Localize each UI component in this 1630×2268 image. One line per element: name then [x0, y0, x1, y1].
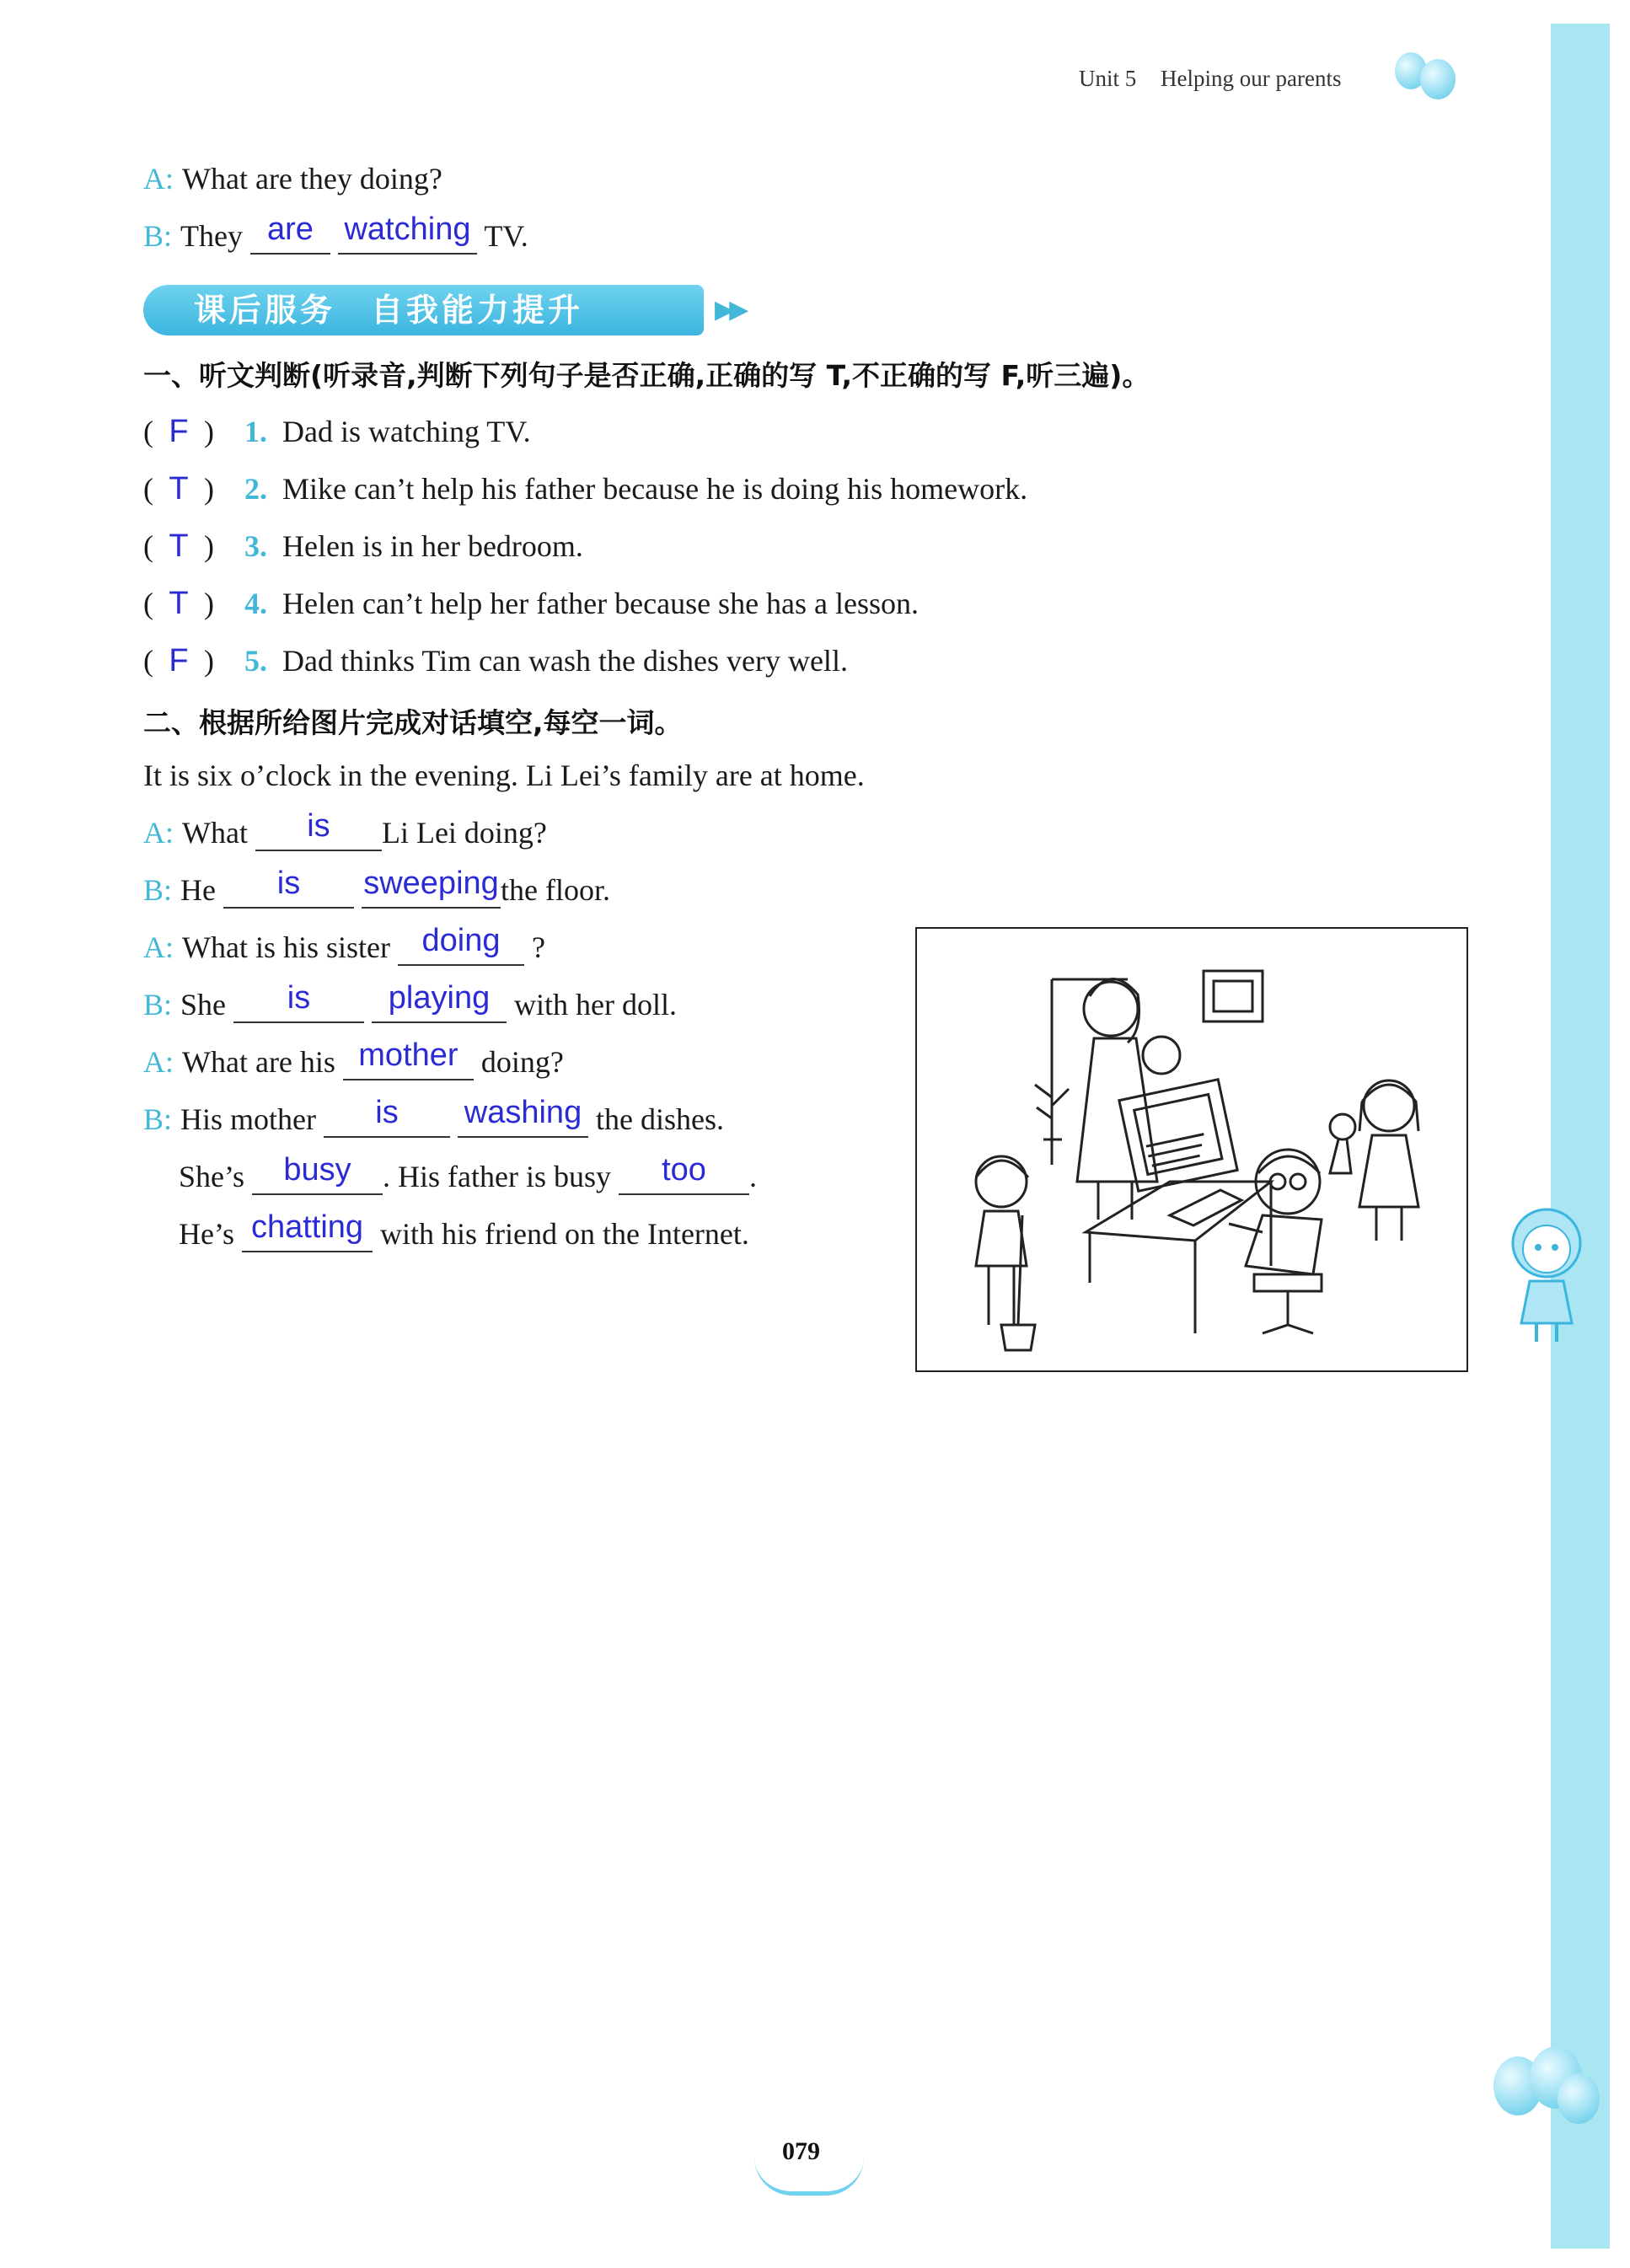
tf-answer[interactable]: T — [169, 528, 189, 564]
answer-blank[interactable]: is — [223, 875, 354, 909]
section-ribbon: 课后服务 自我能力提升 — [143, 285, 704, 335]
unit-title: Helping our parents — [1161, 66, 1342, 91]
page-number: 079 — [782, 2137, 820, 2165]
dialogue-line-7: She’s busy . His father is busy too . — [179, 1152, 757, 1193]
answer-blank[interactable]: busy — [252, 1161, 383, 1195]
answer-blank[interactable]: mother — [343, 1047, 474, 1080]
family-illustration — [915, 927, 1468, 1372]
answer-blank[interactable]: is — [324, 1104, 450, 1138]
family-scene-drawing — [917, 929, 1466, 1370]
answer-blank[interactable]: playing — [372, 989, 507, 1023]
tf-answer[interactable]: F — [169, 414, 189, 449]
intro-line-b: B: They are watching TV. — [143, 212, 528, 253]
answer-blank[interactable]: are — [250, 221, 330, 255]
dialogue-line-2: B: He is sweeping the floor. — [143, 866, 610, 907]
tf-item-2: ( T ) 2. Mike can’t help his father because he is doing his homework. — [143, 471, 1028, 507]
tf-item-5: ( F ) 5. Dad thinks Tim can wash the dishes very well. — [143, 643, 848, 678]
side-decoration-strip — [1551, 24, 1610, 2249]
dialogue-line-1: A: What is Li Lei doing? — [143, 808, 547, 850]
balloon-icon — [1420, 59, 1456, 99]
dialogue-line-8: He’s chatting with his friend on the Internet. — [179, 1209, 749, 1251]
answer-blank[interactable]: is — [255, 818, 382, 851]
dialogue-line-4: B: She is playing with her doll. — [143, 980, 677, 1021]
intro-line-a: A: What are they doing? — [143, 162, 442, 196]
tf-item-1: ( F ) 1. Dad is watching TV. — [143, 414, 531, 449]
tf-answer[interactable]: T — [169, 586, 189, 621]
answer-blank[interactable]: is — [233, 989, 364, 1023]
section1-heading: 一、听文判断(听录音,判断下列句子是否正确,正确的写 T,不正确的写 F,听三遍)。 — [143, 359, 1150, 392]
cartoon-girl-icon — [1504, 1197, 1589, 1348]
arrow-icon: ▶▶ — [715, 295, 744, 324]
answer-blank[interactable]: too — [619, 1161, 749, 1195]
answer-blank[interactable]: sweeping — [362, 875, 501, 909]
dialogue-line-5: A: What are his mother doing? — [143, 1037, 564, 1079]
answer-blank[interactable]: watching — [338, 221, 477, 255]
dialogue-line-3: A: What is his sister doing ? — [143, 923, 545, 964]
balloon-icon — [1558, 2073, 1600, 2124]
section2-heading: 二、根据所给图片完成对话填空,每空一词。 — [143, 706, 683, 739]
section2-intro: It is six o’clock in the evening. Li Lei’s family are at home. — [143, 759, 865, 792]
page-number-arc — [754, 2158, 864, 2196]
answer-blank[interactable]: washing — [458, 1104, 588, 1138]
unit-label: Unit 5 — [1079, 66, 1137, 91]
tf-item-4: ( T ) 4. Helen can’t help her father because she has a lesson. — [143, 586, 920, 621]
answer-blank[interactable]: chatting — [242, 1219, 373, 1252]
dialogue-line-6: B: His mother is washing the dishes. — [143, 1095, 724, 1136]
tf-answer[interactable]: T — [169, 471, 189, 507]
tf-item-3: ( T ) 3. Helen is in her bedroom. — [143, 528, 583, 564]
page-header — [1079, 66, 1359, 92]
answer-blank[interactable]: doing — [398, 932, 524, 966]
tf-answer[interactable]: F — [169, 643, 189, 678]
